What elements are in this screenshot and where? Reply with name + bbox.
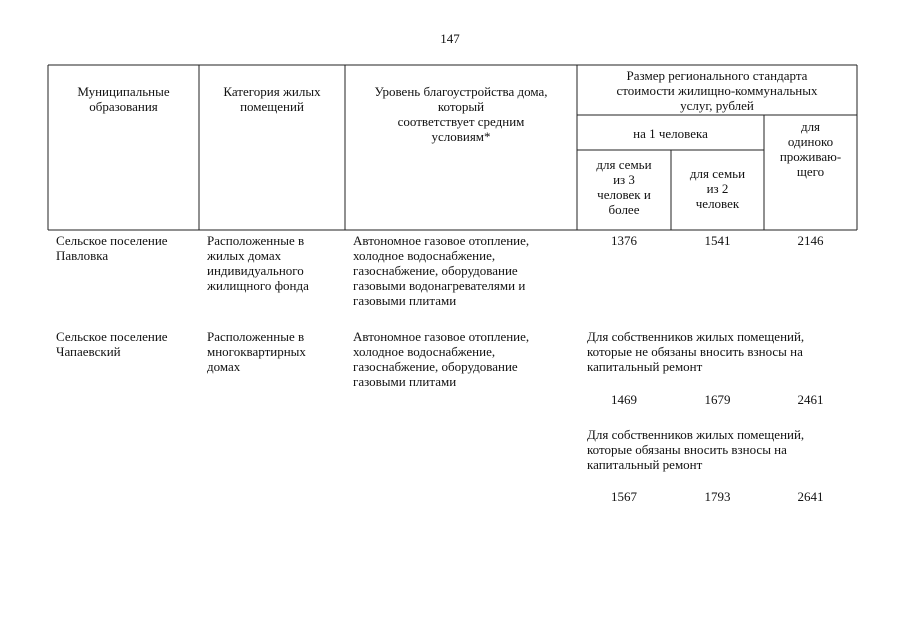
header-single: для одиноко проживаю- щего <box>779 119 842 179</box>
row2-subgroup1-single: 2461 <box>797 392 824 407</box>
row2-municipality: Сельское поселение Чапаевский <box>56 329 168 359</box>
row2-subgroup1-note: Для собственников жилых помещений, которые не обязаны вносить взносы на капитальный ремонт <box>587 329 805 374</box>
row2-level: Автономное газовое отопление, холодное водоснабжение, газоснабжение, оборудование газовыми плитами <box>353 329 530 389</box>
row2-subgroup1-family3: 1469 <box>611 392 637 407</box>
row1-municipality: Сельское поселение Павловка <box>56 233 168 263</box>
page-number: 147 <box>440 31 460 46</box>
row1-level: Автономное газовое отопление, холодное водоснабжение, газоснабжение, оборудование газовыми водонагревателями и газовыми плитами <box>353 233 530 308</box>
row2-subgroup2-single: 2641 <box>797 489 824 504</box>
header-size: Размер регионального стандарта стоимости жилищно-коммунальных услуг, рублей <box>616 68 818 113</box>
header-level: Уровень благоустройства дома, который соответствует средним условиям* <box>374 84 548 144</box>
row2-subgroup1-family2: 1679 <box>704 392 731 407</box>
row1-category: Расположенные в жилых домах индивидуального жилищного фонда <box>207 233 309 293</box>
header-category: Категория жилых помещений <box>223 84 321 114</box>
header-municipality: Муниципальные образования <box>77 84 170 114</box>
row2-subgroup2-family2: 1793 <box>704 489 731 504</box>
header-family2: для семьи из 2 человек <box>689 166 746 211</box>
row2-subgroup2-note: Для собственников жилых помещений, которые обязаны вносить взносы на капитальный ремонт <box>587 427 805 472</box>
header-family3: для семьи из 3 человек и более <box>596 157 652 217</box>
header-per-person: на 1 человека <box>633 126 708 141</box>
row1-family2: 1541 <box>704 233 731 248</box>
row1-single: 2146 <box>797 233 824 248</box>
row1-family3: 1376 <box>611 233 637 248</box>
row2-category: Расположенные в многоквартирных домах <box>207 329 306 374</box>
row2-subgroup2-family3: 1567 <box>611 489 637 504</box>
